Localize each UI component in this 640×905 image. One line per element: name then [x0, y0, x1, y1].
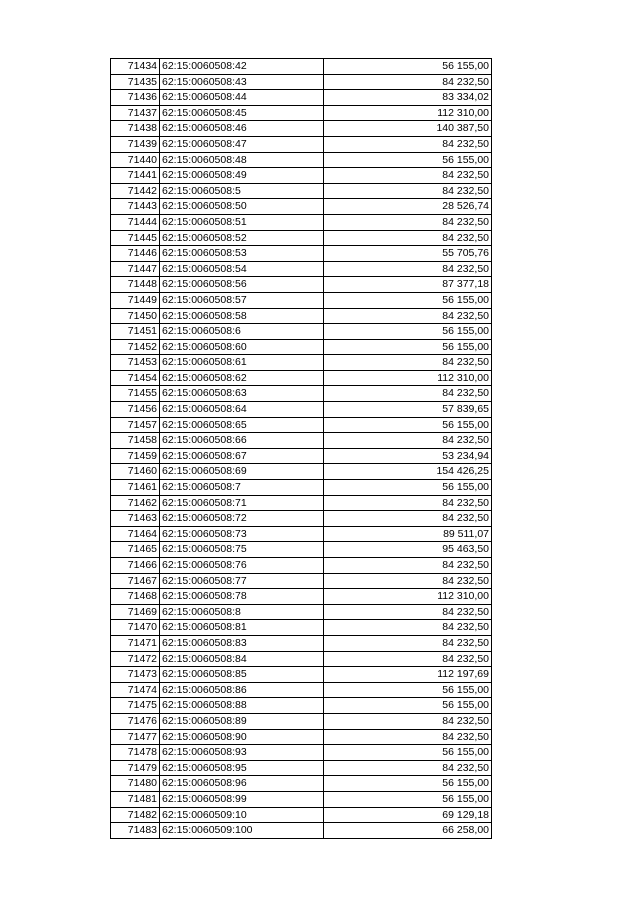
cadastral-value-cell: 56 155,00: [324, 745, 492, 761]
row-number-cell: 71466: [111, 558, 160, 574]
cadastral-number-cell: 62:15:0060508:75: [160, 542, 324, 558]
cadastral-value-cell: 56 155,00: [324, 698, 492, 714]
cadastral-value-cell: 112 310,00: [324, 370, 492, 386]
row-number-cell: 71472: [111, 651, 160, 667]
cadastral-value-cell: 56 155,00: [324, 152, 492, 168]
table-row: [111, 791, 492, 807]
cadastral-number-cell: 62:15:0060508:8: [160, 604, 324, 620]
table-row: [111, 698, 492, 714]
table-row: [111, 573, 492, 589]
cadastral-number-cell: 62:15:0060508:99: [160, 791, 324, 807]
row-number-cell: 71444: [111, 214, 160, 230]
row-number-cell: 71475: [111, 698, 160, 714]
cadastral-number-cell: 62:15:0060508:81: [160, 620, 324, 636]
table-row: [111, 246, 492, 262]
cadastral-value-cell: 84 232,50: [324, 355, 492, 371]
cadastral-value-cell: 84 232,50: [324, 511, 492, 527]
cadastral-value-cell: 84 232,50: [324, 74, 492, 90]
cadastral-number-cell: 62:15:0060508:6: [160, 324, 324, 340]
cadastral-number-cell: 62:15:0060508:64: [160, 402, 324, 418]
row-number-cell: 71461: [111, 480, 160, 496]
table-row: [111, 558, 492, 574]
cadastral-number-cell: 62:15:0060509:100: [160, 823, 324, 839]
cadastral-value-cell: 84 232,50: [324, 495, 492, 511]
cadastral-number-cell: 62:15:0060508:52: [160, 230, 324, 246]
cadastral-value-cell: 84 232,50: [324, 168, 492, 184]
cadastral-value-cell: 55 705,76: [324, 246, 492, 262]
cadastral-number-cell: 62:15:0060508:89: [160, 713, 324, 729]
table-row: [111, 105, 492, 121]
cadastral-value-cell: 84 232,50: [324, 261, 492, 277]
cadastral-value-cell: 84 232,50: [324, 651, 492, 667]
cadastral-number-cell: 62:15:0060508:58: [160, 308, 324, 324]
table-row: [111, 807, 492, 823]
cadastral-number-cell: 62:15:0060508:44: [160, 90, 324, 106]
table-row: [111, 823, 492, 839]
row-number-cell: 71440: [111, 152, 160, 168]
cadastral-number-cell: 62:15:0060508:47: [160, 136, 324, 152]
cadastral-value-cell: 84 232,50: [324, 214, 492, 230]
table-row: [111, 90, 492, 106]
cadastral-number-cell: 62:15:0060508:95: [160, 760, 324, 776]
cadastral-value-cell: 57 839,65: [324, 402, 492, 418]
row-number-cell: 71476: [111, 713, 160, 729]
cadastral-number-cell: 62:15:0060508:88: [160, 698, 324, 714]
row-number-cell: 71458: [111, 433, 160, 449]
row-number-cell: 71474: [111, 682, 160, 698]
cadastral-value-cell: 84 232,50: [324, 573, 492, 589]
row-number-cell: 71445: [111, 230, 160, 246]
table-row: [111, 277, 492, 293]
cadastral-value-cell: 84 232,50: [324, 183, 492, 199]
table-row: [111, 511, 492, 527]
cadastral-value-cell: 84 232,50: [324, 729, 492, 745]
cadastral-number-cell: 62:15:0060508:66: [160, 433, 324, 449]
table-row: [111, 136, 492, 152]
table-row: [111, 59, 492, 75]
table-row: [111, 370, 492, 386]
cadastral-value-cell: 84 232,50: [324, 604, 492, 620]
table-row: [111, 464, 492, 480]
table-row: [111, 308, 492, 324]
table-row: [111, 355, 492, 371]
row-number-cell: 71479: [111, 760, 160, 776]
cadastral-value-cell: 84 232,50: [324, 136, 492, 152]
table-row: [111, 495, 492, 511]
cadastral-value-cell: 56 155,00: [324, 324, 492, 340]
cadastral-number-cell: 62:15:0060508:90: [160, 729, 324, 745]
cadastral-number-cell: 62:15:0060508:7: [160, 480, 324, 496]
cadastral-number-cell: 62:15:0060508:54: [160, 261, 324, 277]
cadastral-value-cell: 84 232,50: [324, 433, 492, 449]
table-row: [111, 339, 492, 355]
row-number-cell: 71465: [111, 542, 160, 558]
cadastral-value-cell: 112 310,00: [324, 589, 492, 605]
table-row: [111, 199, 492, 215]
cadastral-value-cell: 28 526,74: [324, 199, 492, 215]
cadastral-value-cell: 95 463,50: [324, 542, 492, 558]
cadastral-number-cell: 62:15:0060508:65: [160, 417, 324, 433]
row-number-cell: 71441: [111, 168, 160, 184]
cadastral-number-cell: 62:15:0060508:61: [160, 355, 324, 371]
row-number-cell: 71438: [111, 121, 160, 137]
cadastral-value-cell: 56 155,00: [324, 791, 492, 807]
row-number-cell: 71471: [111, 635, 160, 651]
cadastral-number-cell: 62:15:0060508:60: [160, 339, 324, 355]
table-row: [111, 121, 492, 137]
table-row: [111, 448, 492, 464]
cadastral-value-cell: 84 232,50: [324, 713, 492, 729]
table-row: [111, 682, 492, 698]
row-number-cell: 71437: [111, 105, 160, 121]
table-row: [111, 152, 492, 168]
cadastral-number-cell: 62:15:0060508:83: [160, 635, 324, 651]
cadastral-number-cell: 62:15:0060509:10: [160, 807, 324, 823]
row-number-cell: 71451: [111, 324, 160, 340]
table-row: [111, 526, 492, 542]
cadastral-value-cell: 56 155,00: [324, 480, 492, 496]
row-number-cell: 71477: [111, 729, 160, 745]
row-number-cell: 71447: [111, 261, 160, 277]
cadastral-number-cell: 62:15:0060508:86: [160, 682, 324, 698]
row-number-cell: 71481: [111, 791, 160, 807]
cadastral-number-cell: 62:15:0060508:43: [160, 74, 324, 90]
row-number-cell: 71464: [111, 526, 160, 542]
table-row: [111, 542, 492, 558]
row-number-cell: 71435: [111, 74, 160, 90]
row-number-cell: 71452: [111, 339, 160, 355]
cadastral-number-cell: 62:15:0060508:42: [160, 59, 324, 75]
table-row: [111, 480, 492, 496]
row-number-cell: 71446: [111, 246, 160, 262]
cadastral-value-cell: 84 232,50: [324, 635, 492, 651]
table-row: [111, 292, 492, 308]
cadastral-number-cell: 62:15:0060508:50: [160, 199, 324, 215]
table-row: [111, 589, 492, 605]
row-number-cell: 71449: [111, 292, 160, 308]
table-row: [111, 183, 492, 199]
cadastral-number-cell: 62:15:0060508:5: [160, 183, 324, 199]
cadastral-value-cell: 84 232,50: [324, 386, 492, 402]
row-number-cell: 71462: [111, 495, 160, 511]
row-number-cell: 71434: [111, 59, 160, 75]
cadastral-value-cell: 56 155,00: [324, 59, 492, 75]
cadastral-value-cell: 56 155,00: [324, 339, 492, 355]
row-number-cell: 71454: [111, 370, 160, 386]
table-row: [111, 760, 492, 776]
cadastral-value-cell: 84 232,50: [324, 230, 492, 246]
table-row: [111, 324, 492, 340]
cadastral-number-cell: 62:15:0060508:84: [160, 651, 324, 667]
table-row: [111, 214, 492, 230]
row-number-cell: 71482: [111, 807, 160, 823]
cadastral-number-cell: 62:15:0060508:49: [160, 168, 324, 184]
row-number-cell: 71463: [111, 511, 160, 527]
cadastral-value-cell: 112 197,69: [324, 667, 492, 683]
cadastral-value-cell: 112 310,00: [324, 105, 492, 121]
row-number-cell: 71480: [111, 776, 160, 792]
cadastral-value-cell: 56 155,00: [324, 776, 492, 792]
table-row: [111, 776, 492, 792]
table-body: [111, 59, 492, 839]
table-row: [111, 667, 492, 683]
row-number-cell: 71453: [111, 355, 160, 371]
cadastral-value-cell: 84 232,50: [324, 620, 492, 636]
cadastral-value-cell: 84 232,50: [324, 558, 492, 574]
row-number-cell: 71450: [111, 308, 160, 324]
row-number-cell: 71442: [111, 183, 160, 199]
cadastral-value-cell: 84 232,50: [324, 308, 492, 324]
cadastral-value-cell: 53 234,94: [324, 448, 492, 464]
table-row: [111, 651, 492, 667]
row-number-cell: 71456: [111, 402, 160, 418]
table-row: [111, 417, 492, 433]
document-page: [110, 58, 492, 839]
cadastral-value-cell: 66 258,00: [324, 823, 492, 839]
cadastral-number-cell: 62:15:0060508:45: [160, 105, 324, 121]
cadastral-value-cell: 56 155,00: [324, 417, 492, 433]
row-number-cell: 71467: [111, 573, 160, 589]
cadastral-number-cell: 62:15:0060508:69: [160, 464, 324, 480]
row-number-cell: 71468: [111, 589, 160, 605]
cadastral-value-cell: 69 129,18: [324, 807, 492, 823]
row-number-cell: 71483: [111, 823, 160, 839]
cadastral-number-cell: 62:15:0060508:56: [160, 277, 324, 293]
row-number-cell: 71478: [111, 745, 160, 761]
row-number-cell: 71470: [111, 620, 160, 636]
cadastral-number-cell: 62:15:0060508:63: [160, 386, 324, 402]
cadastral-value-cell: 56 155,00: [324, 682, 492, 698]
cadastral-number-cell: 62:15:0060508:71: [160, 495, 324, 511]
table-row: [111, 402, 492, 418]
cadastral-number-cell: 62:15:0060508:53: [160, 246, 324, 262]
table-row: [111, 168, 492, 184]
row-number-cell: 71473: [111, 667, 160, 683]
table-row: [111, 713, 492, 729]
cadastral-number-cell: 62:15:0060508:77: [160, 573, 324, 589]
cadastral-number-cell: 62:15:0060508:96: [160, 776, 324, 792]
cadastral-value-cell: 84 232,50: [324, 760, 492, 776]
cadastral-number-cell: 62:15:0060508:93: [160, 745, 324, 761]
cadastral-number-cell: 62:15:0060508:78: [160, 589, 324, 605]
row-number-cell: 71439: [111, 136, 160, 152]
cadastral-value-cell: 89 511,07: [324, 526, 492, 542]
cadastral-value-cell: 154 426,25: [324, 464, 492, 480]
table-row: [111, 261, 492, 277]
row-number-cell: 71443: [111, 199, 160, 215]
table-row: [111, 635, 492, 651]
table-row: [111, 74, 492, 90]
table-row: [111, 620, 492, 636]
row-number-cell: 71448: [111, 277, 160, 293]
row-number-cell: 71455: [111, 386, 160, 402]
cadastral-value-cell: 140 387,50: [324, 121, 492, 137]
row-number-cell: 71457: [111, 417, 160, 433]
cadastral-value-cell: 56 155,00: [324, 292, 492, 308]
cadastral-number-cell: 62:15:0060508:67: [160, 448, 324, 464]
row-number-cell: 71460: [111, 464, 160, 480]
row-number-cell: 71469: [111, 604, 160, 620]
cadastral-number-cell: 62:15:0060508:46: [160, 121, 324, 137]
table-row: [111, 433, 492, 449]
table-row: [111, 386, 492, 402]
cadastral-number-cell: 62:15:0060508:72: [160, 511, 324, 527]
table-row: [111, 745, 492, 761]
cadastral-number-cell: 62:15:0060508:85: [160, 667, 324, 683]
cadastral-number-cell: 62:15:0060508:51: [160, 214, 324, 230]
table-row: [111, 604, 492, 620]
cadastral-value-cell: 83 334,02: [324, 90, 492, 106]
cadastral-value-table: [110, 58, 492, 839]
cadastral-number-cell: 62:15:0060508:73: [160, 526, 324, 542]
cadastral-number-cell: 62:15:0060508:57: [160, 292, 324, 308]
table-row: [111, 230, 492, 246]
table-row: [111, 729, 492, 745]
row-number-cell: 71436: [111, 90, 160, 106]
cadastral-number-cell: 62:15:0060508:76: [160, 558, 324, 574]
cadastral-number-cell: 62:15:0060508:48: [160, 152, 324, 168]
row-number-cell: 71459: [111, 448, 160, 464]
cadastral-number-cell: 62:15:0060508:62: [160, 370, 324, 386]
cadastral-value-cell: 87 377,18: [324, 277, 492, 293]
